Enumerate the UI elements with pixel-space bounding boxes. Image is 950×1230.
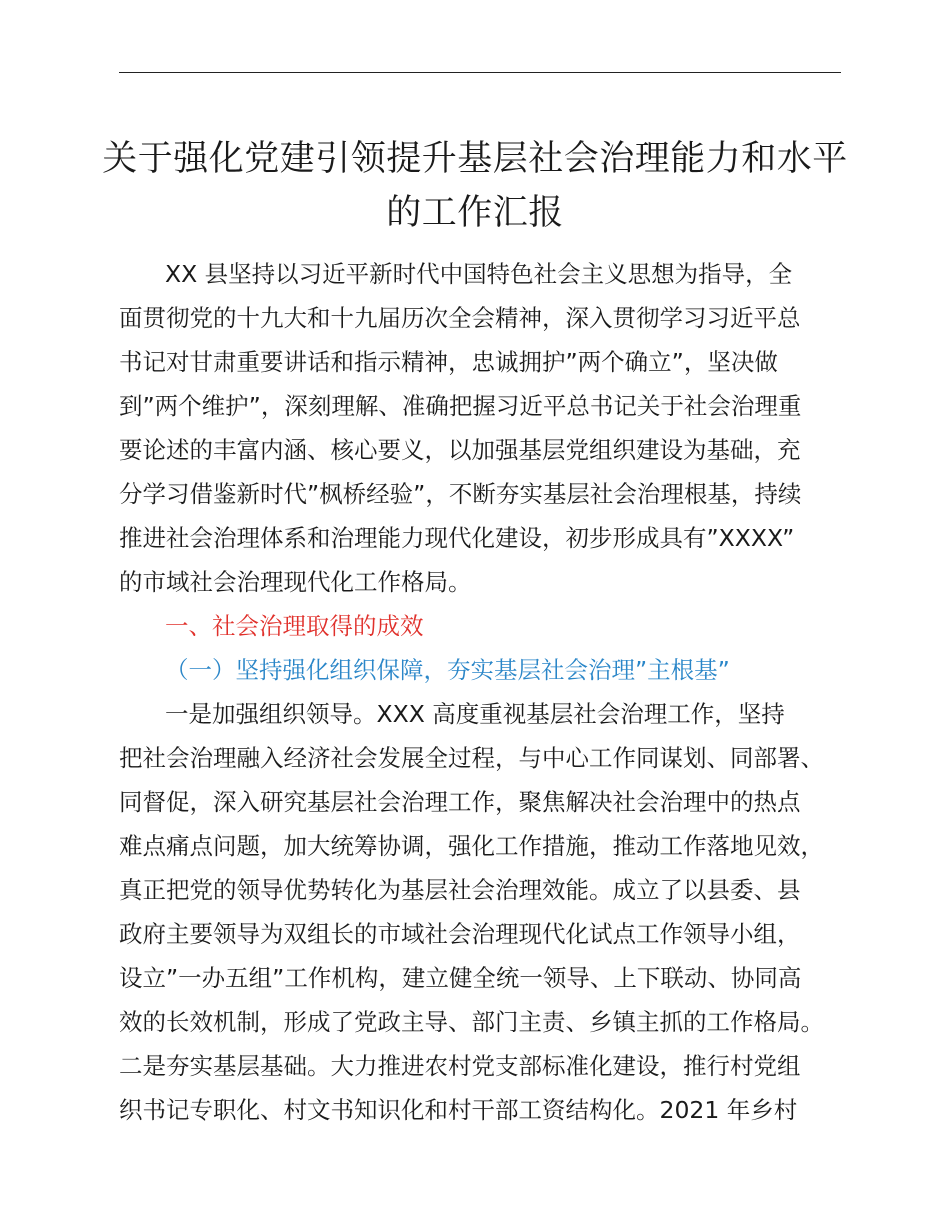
header-rule — [119, 72, 841, 73]
paragraph-1-line-2: 面贯彻党的十九大和十九届历次全会精神，深入贯彻学习习近平总 — [119, 304, 801, 332]
paragraph-1-line-6: 分学习借鉴新时代”枫桥经验”，不断夯实基层社会治理根基，持续 — [119, 480, 802, 508]
title-line-1: 关于强化党建引领提升基层社会治理能力和水平 — [102, 139, 848, 179]
paragraph-2-line-2: 把社会治理融入经济社会发展全过程，与中心工作同谋划、同部署、 — [119, 744, 824, 772]
paragraph-1-line-1: XX 县坚持以习近平新时代中国特色社会主义思想为指导，全 — [165, 260, 793, 288]
paragraph-1-line-3: 书记对甘肃重要讲话和指示精神，忠诚拥护”两个确立”，坚决做 — [119, 348, 778, 376]
paragraph-2-line-6: 政府主要领导为双组长的市域社会治理现代化试点工作领导小组， — [119, 920, 801, 948]
paragraph-1-line-7: 推进社会治理体系和治理能力现代化建设，初步形成具有”XXXX” — [119, 524, 795, 552]
paragraph-2-line-8: 效的长效机制，形成了党政主导、部门主责、乡镇主抓的工作格局。 — [119, 1008, 824, 1036]
section-heading-2: （一）坚持强化组织保障，夯实基层社会治理”主根基” — [165, 656, 730, 684]
paragraph-2-line-7: 设立”一办五组”工作机构，建立健全统一领导、上下联动、协同高 — [119, 964, 802, 992]
section-heading-1: 一、社会治理取得的成效 — [165, 612, 424, 640]
document-title — [100, 132, 850, 240]
paragraph-2-line-3: 同督促，深入研究基层社会治理工作，聚焦解决社会治理中的热点 — [119, 788, 801, 816]
paragraph-2-line-4: 难点痛点问题，加大统筹协调，强化工作措施，推动工作落地见效， — [119, 832, 824, 860]
paragraph-2-line-1: 一是加强组织领导。XXX 高度重视基层社会治理工作，坚持 — [165, 700, 785, 728]
paragraph-2-line-10: 织书记专职化、村文书知识化和村干部工资结构化。2021 年乡村 — [119, 1096, 798, 1124]
paragraph-1-line-4: 到”两个维护”，深刻理解、准确把握习近平总书记关于社会治理重 — [119, 392, 802, 420]
title-line-2: 的工作汇报 — [386, 193, 564, 233]
paragraph-2-line-5: 真正把党的领导优势转化为基层社会治理效能。成立了以县委、县 — [119, 876, 801, 904]
paragraph-1-line-5: 要论述的丰富内涵、核心要义，以加强基层党组织建设为基础，充 — [119, 436, 801, 464]
paragraph-1-line-8: 的市域社会治理现代化工作格局。 — [119, 568, 472, 596]
paragraph-2-line-9: 二是夯实基层基础。大力推进农村党支部标准化建设，推行村党组 — [119, 1052, 801, 1080]
